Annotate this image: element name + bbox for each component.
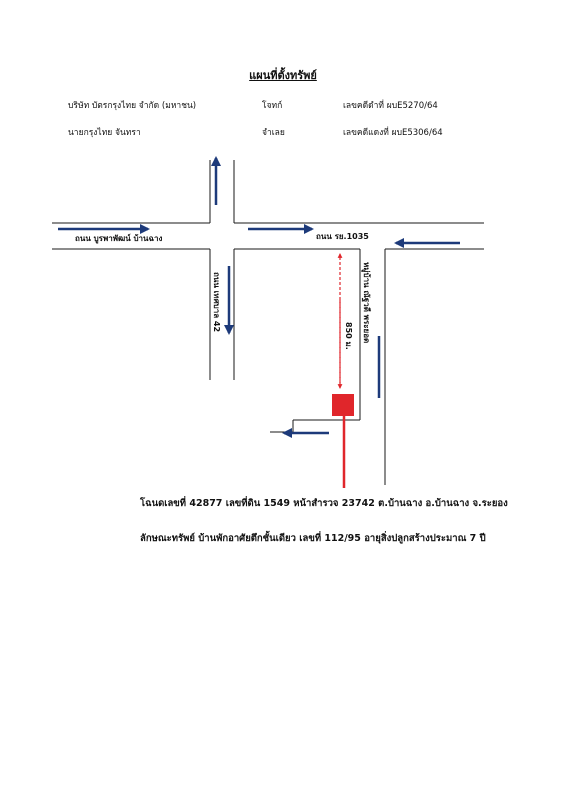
plaintiff-role: โจทก์ bbox=[262, 101, 283, 111]
label-road-thesaban42: ถนน เทศบาล 42 bbox=[212, 272, 221, 333]
page-title: แผนที่ตั้งทรัพย์ bbox=[249, 69, 317, 82]
title-deed-info: โฉนดเลขที่ 42877 เลขที่ดิน 1549 หน้าสำรวจ 23742 ต.บ้านฉาง อ.บ้านฉาง จ.ระยอง bbox=[140, 498, 508, 509]
plaintiff-name: บริษัท บัตรกรุงไทย จำกัด (มหาชน) bbox=[68, 101, 197, 111]
road-outlines bbox=[52, 160, 484, 485]
label-road-ry1035: ถนน รย.1035 bbox=[316, 232, 369, 241]
black-case-number: เลขคดีดำที่ ผบE5270/64 bbox=[343, 101, 438, 111]
property-marker bbox=[332, 394, 354, 416]
label-road-burapha: ถนน บูรพาพัฒน์ บ้านฉาง bbox=[75, 234, 163, 243]
label-distance: 850 ม. bbox=[344, 322, 353, 350]
property-description: ลักษณะทรัพย์ บ้านพักอาศัยตึกชั้นเดียว เลขที่ 112/95 อายุสิ่งปลูกสร้างประมาณ 7 ปี bbox=[140, 533, 486, 544]
defendant-name: นายกรุงไทย จันทรา bbox=[68, 128, 141, 138]
defendant-role: จำเลย bbox=[262, 128, 285, 138]
label-village: หมู่บ้าน ณัฐวดี พระยอด bbox=[362, 262, 371, 344]
traffic-arrows bbox=[58, 158, 460, 433]
red-case-number: เลขคดีแดงที่ ผบE5306/64 bbox=[343, 128, 443, 138]
